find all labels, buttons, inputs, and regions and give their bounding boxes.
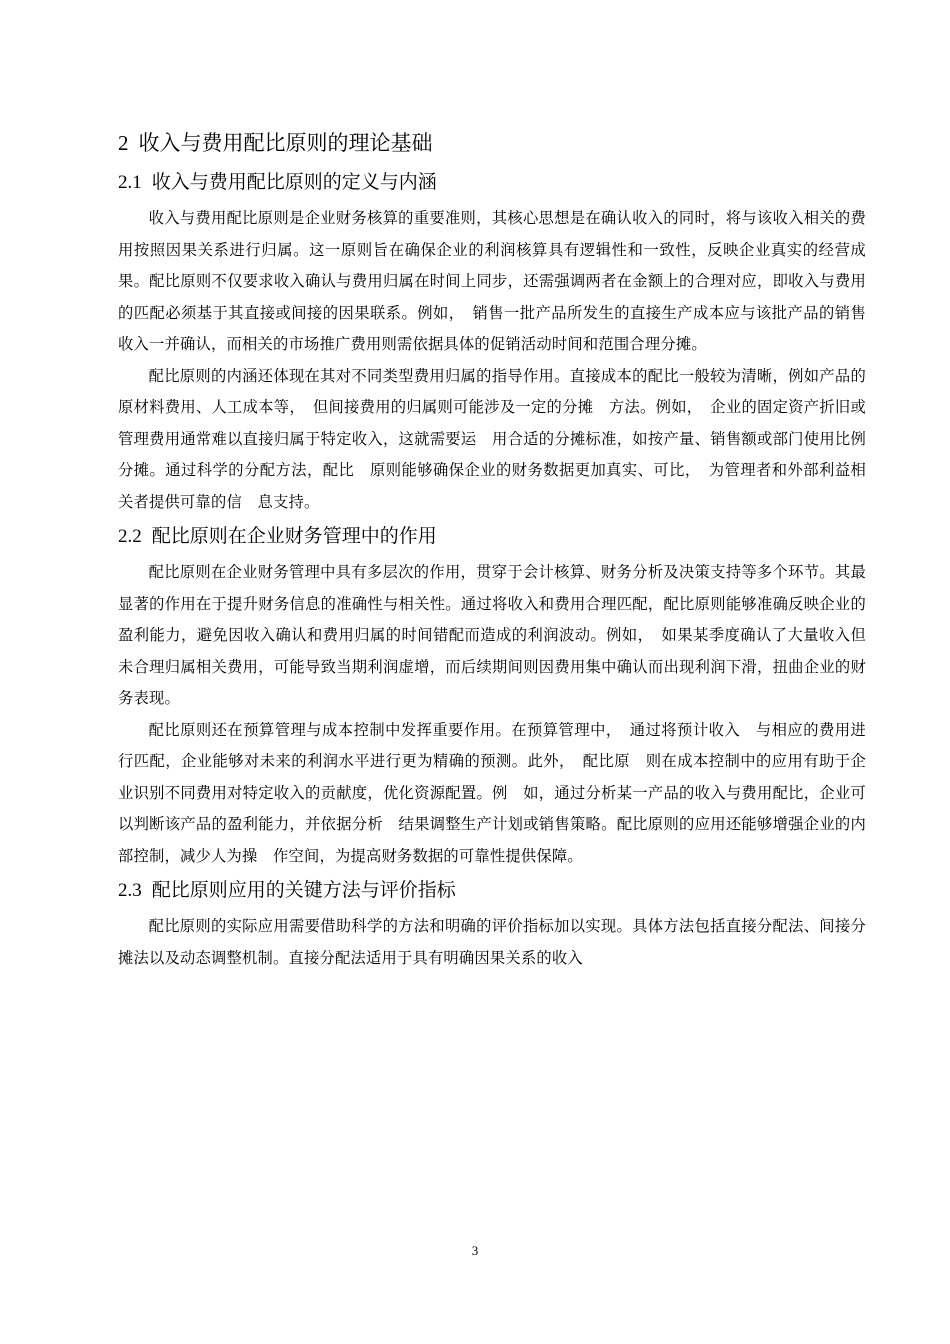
paragraph: 配比原则在企业财务管理中具有多层次的作用，贯穿于会计核算、财务分析及决策支持等多个环节。其最显著的作用在于提升财务信息的准确性与相关性。通过将收入和费用合理匹配，配比原则能够准确反映企业的盈利能力，避免因收入确认和费用归属的时间错配而造成的利润波动。例如， 如果某季度确认了大量收入但未合理归属相关费用，可能导致当期利润虚增，而后续期间则因费用集中确认而出现利润下滑，扭曲企业的财务表现。 xyxy=(118,563,866,707)
page-number: 3 xyxy=(471,1243,479,1258)
chapter-number: 2 xyxy=(118,131,129,155)
paragraph: 配比原则的内涵还体现在其对不同类型费用归属的指导作用。直接成本的配比一般较为清晰，例如产品的原材料费用、人工成本等， 但间接费用的归属则可能涉及一定的分摊 方法。例如， 企业的固定资产折旧或管理费用通常难以直接归属于特定收入，这就需要运 用合适的分摊标准，如按产量、销售额或部门使用比例分摊。通过科学的分配方法，配比 原则能够确保企业的财务数据更加真实、可比， 为管理者和外部利益相关者提供可靠的信 息支持。 xyxy=(118,366,866,511)
paragraph: 配比原则还在预算管理与成本控制中发挥重要作用。在预算管理中， 通过将预计收入 与相应的费用进行匹配，企业能够对未来的利润水平进行更为精确的预测。此外， 配比原 则在成本控制中的应用有助于企业识别不同费用对特定收入的贡献度，优化资源配置。例 如，通过分析某一产品的收入与费用配比，企业可以判断该产品的盈利能力，并依据分析 结果调整生产计划或销售策略。配比原则的应用还能够增强企业的内部控制，减少人为操 作空间，为提高财务数据的可靠性提供保障。 xyxy=(118,720,866,865)
section-title: 配比原则在企业财务管理中的作用 xyxy=(151,525,437,547)
chapter-title: 收入与费用配比原则的理论基础 xyxy=(138,131,433,155)
section-heading-2-2 xyxy=(118,522,866,551)
section-heading-2-3 xyxy=(118,876,866,905)
section-number: 2.1 xyxy=(118,172,142,193)
page-content xyxy=(118,120,866,974)
paragraph: 收入与费用配比原则是企业财务核算的重要准则，其核心思想是在确认收入的同时，将与该收入相关的费用按照因果关系进行归属。这一原则旨在确保企业的利润核算具有逻辑性和一致性，反映企业真实的经营成果。配比原则不仅要求收入确认与费用归属在时间上同步，还需强调两者在金额上的合理对应，即收入与费用的匹配必须基于其直接或间接的因果联系。例如， 销售一批产品所发生的直接生产成本应与该批产品的销售收入一并确认，而相关的市场推广费用则需依据具体的促销活动时间和范围合理分摊。 xyxy=(118,209,866,353)
paragraph: 配比原则的实际应用需要借助科学的方法和明确的评价指标加以实现。具体方法包括直接分配法、间接分摊法以及动态调整机制。直接分配法适用于具有明确因果关系的收入 xyxy=(118,917,866,967)
section-title: 收入与费用配比原则的定义与内涵 xyxy=(151,171,437,193)
section-title: 配比原则应用的关键方法与评价指标 xyxy=(151,879,456,901)
section-heading-2-1 xyxy=(118,168,866,197)
section-number: 2.3 xyxy=(118,880,142,901)
chapter-heading xyxy=(118,128,866,158)
section-number: 2.2 xyxy=(118,526,142,547)
